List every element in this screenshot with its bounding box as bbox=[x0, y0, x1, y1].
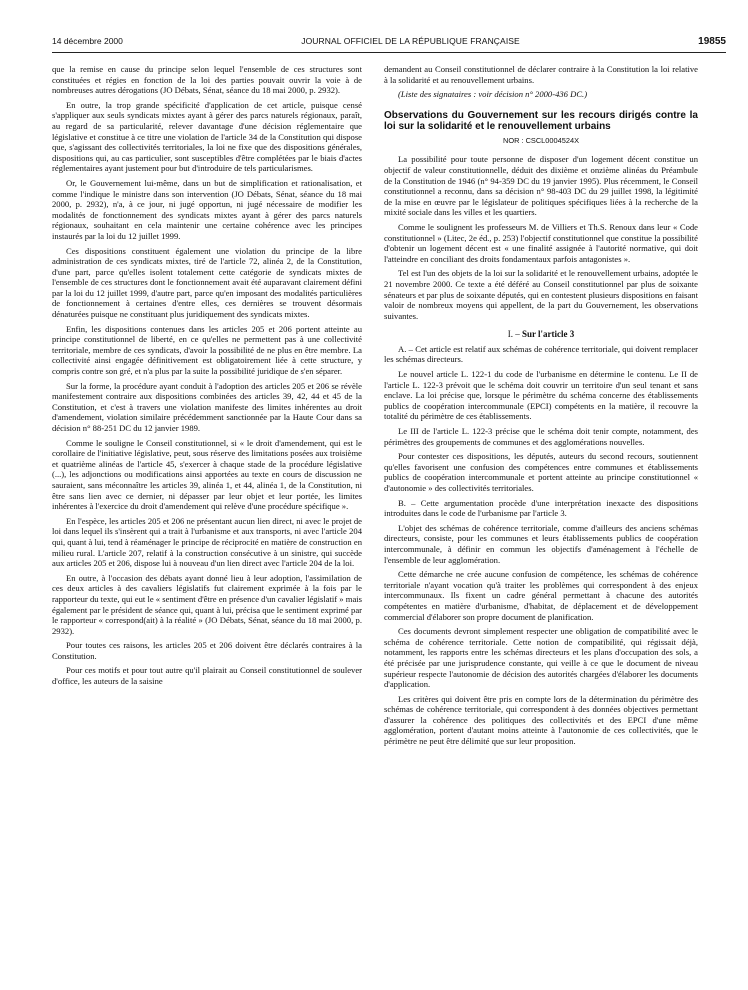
observations-title: Observations du Gouvernement sur les recours dirigés contre la loi sur la solidarité et le renouvellement urbains bbox=[384, 109, 698, 133]
paragraph: Tel est l'un des objets de la loi sur la solidarité et le renouvellement urbains, adoptée le 21 novembre 2000. Ce texte a été déféré au Conseil constitutionnel par plus de soixante sénateurs et par plus de soixante députés, qui en contestent plusieurs dispositions en faisant valoir de nombreux moyens qui appellent, de la part du Gouvernement, les observations suivantes. bbox=[384, 268, 698, 321]
nor-reference: NOR : CSCL0004524X bbox=[503, 135, 579, 145]
paragraph: En outre, la trop grande spécificité d'application de cet article, puisque censé s'appliquer aux seuls syndicats mixtes ayant à gérer des parcs naturels régionaux, paraît, au regard de sa particularité, relever davantage d'une décision réglementaire que législative et constitue à ce titre une violation de l'article 34 de la Constitution qui dispose que, s'agissant des collectivités territoriales, la loi ne fixe que des dispositions générales, dispositions qui, au cas particulier, sont susceptibles d'être complétées par le biais d'actes réglementaires ayant justement pour but d'introduire de tels particularismes. bbox=[52, 99, 362, 174]
header-rule bbox=[52, 52, 726, 53]
paragraph: demandent au Conseil constitutionnel de déclarer contraire à la Constitution la loi relative à la solidarité et au renouvellement urbains. bbox=[384, 64, 698, 85]
header-date: 14 décembre 2000 bbox=[52, 36, 123, 46]
paragraph: A. – Cet article est relatif aux schémas de cohérence territoriale, qui doivent remplacer les schémas directeurs. bbox=[384, 343, 698, 365]
section-title: Sur l'article 3 bbox=[521, 329, 575, 340]
paragraph: Le nouvel article L. 122-1 du code de l'urbanisme en détermine le contenu. Le II de l'article L. 122-3 prévoit que le schéma doit couvrir un territoire d'un seul tenant et sans enclave. La loi précise que, lorsque le périmètre du schéma concerne des établissements publics de coopération intercommunale (EPCI) compétents en la matière, il recouvre la totalité du périmètre de ces établissements. bbox=[384, 369, 698, 422]
paragraph: Pour contester ces dispositions, les députés, auteurs du second recours, soutiennent qu'elles favorisent une confusion des compétences entre communes et établissements publics de coopération intercommunale et portent atteinte au principe constitutionnel « d'autonomie » des collectivités territoriales. bbox=[384, 451, 698, 493]
page-number: 19855 bbox=[698, 36, 726, 47]
paragraph: En outre, à l'occasion des débats ayant donné lieu à leur adoption, l'assimilation de ces deux articles à des cavaliers législatifs fut clairement exprimée à la fois par le rapporteur du texte, qui eut le « sentiment d'être en présence d'un cavalier législatif » mais également par le président de séance qui, quant à lui, précisa que le sentiment exprimé par le rapporteur « correspond(ait) à la réalité » (JO Débats, Sénat, séance du 18 mai 2000, p. 2932). bbox=[52, 572, 362, 636]
paragraph: La possibilité pour toute personne de disposer d'un logement décent constitue un objectif de valeur constitutionnelle, déduit des dixième et onzième alinéas du Préambule de la Constitution de 1946 (n° 94-359 DC du 19 janvier 1995). Plus récemment, le Conseil constitutionnel a reconnu, dans sa décision n° 98-403 DC du 29 juillet 1998, la légitimité de la mise en œuvre par le législateur de politiques spécifiques liées à la recherche de la mixité sociale dans les villes et les quartiers. bbox=[384, 154, 698, 218]
paragraph: Cette démarche ne crée aucune confusion de compétence, les schémas de cohérence territoriale n'ayant vocation qu'à traiter les problèmes qui correspondent à des enjeux intercommunaux. Ils fixent un cadre général permettant à chacune des autorités compétentes en matière d'urbanisme, d'habitat, de déplacement et de développement commercial d'élaborer son propre document de planification. bbox=[384, 569, 698, 622]
paragraph: Ces dispositions constituent également une violation du principe de la libre administration de ces syndicats mixtes, tiré de l'article 72, alinéa 2, de la Constitution, d'une part, parce qu'elles isolent totalement cette catégorie de syndicats mixtes de l'ensemble de ces structures dont le fonctionnement avait été auparavant clairement défini par la loi du 12 juillet 1999, d'autre part, parce qu'en imposant des modalités particulières de fonctionnement à certaines d'entre elles, ces dernières se trouvent désormais dénaturées puisque ne constituant plus juridiquement des syndicats mixtes. bbox=[52, 245, 362, 320]
paragraph: Comme le soulignent les professeurs M. de Villiers et Th.S. Renoux dans leur « Code constitutionnel » (Litec, 2e éd., p. 253) l'objectif constitutionnel que constitue la possibilité d'obtenir un logement décent est « une finalité assignée à l'autorité normative, qui doit l'atteindre en conciliant des droits fondamentaux parfois antagonistes ». bbox=[384, 221, 698, 264]
section-number: I. – bbox=[507, 329, 520, 340]
header-title: JOURNAL OFFICIEL DE LA RÉPUBLIQUE FRANÇAISE bbox=[301, 36, 520, 46]
paragraph: Or, le Gouvernement lui-même, dans un but de simplification et rationalisation, et comme l'indique le ministre dans son intervention (JO Débats, Sénat, séance du 18 mai 2000, p. 2932), n'a, à ce jour, ni jugé opportun, ni jugé nécessaire de modifier les modalités de fonctionnement des syndicats mixtes ayant à gérer des parcs naturels régionaux, souhaitant en cela maintenir une certaine cohérence avec les principes instaurés par la loi du 12 juillet 1999. bbox=[52, 177, 362, 241]
paragraph: Le III de l'article L. 122-3 précise que le schéma doit tenir compte, notamment, des périmètres des groupements de communes et des agglomérations nouvelles. bbox=[384, 426, 698, 447]
paragraph: Pour toutes ces raisons, les articles 205 et 206 doivent être déclarés contraires à la Constitution. bbox=[52, 640, 362, 661]
paragraph: Enfin, les dispositions contenues dans les articles 205 et 206 portent atteinte au principe constitutionnel de liberté, en ce qu'elles ne permettent pas à une collectivité territoriale, membre de ces syndicats, d'avoir la possibilité de ne plus en être membre. La collectivité ainsi engagée définitivement est obligatoirement liée à cette structure, y compris contre son gré, et n'a plus par la suite la possibilité juridique de s'en séparer. bbox=[52, 323, 362, 377]
section-heading bbox=[384, 329, 698, 340]
paragraph: Sur la forme, la procédure ayant conduit à l'adoption des articles 205 et 206 se révèle manifestement contraire aux dispositions combinées des articles 39, 42, 44 et 45 de la Constitution, et c'est à travers une violation manifeste des limites inhérentes au droit d'amendement, violation similaire précédemment sanctionnée par la Haute Cour dans sa décision n° 88-251 DC du 12 janvier 1989. bbox=[52, 380, 362, 433]
paragraph: En l'espèce, les articles 205 et 206 ne présentant aucun lien direct, ni avec le projet de loi dans lequel ils s'insèrent qui a trait à l'urbanisme et aux transports, ni avec l'article 204 qui, quant à lui, tend à réaménager le principe de réciprocité en matière de construction en milieu rural. L'article 207, relatif à la construction consécutive à un sinistre, qui succède aux articles 205 et 206, dispose lui à nouveau d'un lien direct avec l'article 204 de la loi. bbox=[52, 515, 362, 569]
right-column bbox=[384, 64, 698, 751]
signataires-text: (Liste des signataires : voir décision n° 2000-436 DC.) bbox=[398, 89, 588, 100]
paragraph: L'objet des schémas de cohérence territoriale, comme d'ailleurs des anciens schémas directeurs, consiste, pour les communes et leurs établissements publics de coopération intercommunale, à définir en commun les objectifs d'aménagement à l'échelle de l'ensemble de leur agglomération. bbox=[384, 522, 698, 565]
paragraph: Comme le souligne le Conseil constitutionnel, si « le droit d'amendement, qui est le corollaire de l'initiative législative, peut, sous réserve des limitations posées aux troisième et quatrième alinéas de l'article 45, s'exercer à chaque stade de la procédure législative (...), les adjonctions ou modifications ainsi apportées au texte en cours de discussion ne sauraient, sans méconnaître les articles 39, alinéa 1, et 44, alinéa 1, de la Constitution, ni être sans lien avec ce dernier, ni dépasser par leur objet et leur portée, les limites inhérentes à l'exercice du droit d'amendement qui relève d'une procédure spécifique ». bbox=[52, 437, 362, 512]
paragraph: Les critères qui doivent être pris en compte lors de la détermination du périmètre des schémas de cohérence territoriale, qui correspondent à des données objectives permettant d'assurer la cohérence des politiques des collectivités et des EPCI d'une même agglomération, portent d'autant moins atteinte à l'autonomie de ces collectivités, que le périmètre ne peut être délimité que sur leur proposition. bbox=[384, 693, 698, 747]
signataires-note bbox=[384, 89, 698, 100]
page-header bbox=[52, 36, 726, 52]
paragraph: Ces documents devront simplement respecter une obligation de compatibilité avec le schéma de cohérence territoriale. Cette notion de compatibilité, qui régissait déjà, notamment, les rapports entre les schémas directeurs et les plans d'occupation des sols, a été précisée par une jurisprudence constante, qui veille à ce que le document de niveau supérieur respecte l'autonomie de décision des autorités chargées d'élaborer les documents d'application. bbox=[384, 626, 698, 690]
left-column bbox=[52, 64, 362, 691]
paragraph: que la remise en cause du principe selon lequel l'ensemble de ces structures sont constituées et régies en fonction de la loi des parties pouvait ouvrir la voie à de nombreuses autres dérogations (JO Débats, Sénat, séance du 18 mai 2000, p. 2932). bbox=[52, 64, 362, 96]
paragraph: Pour ces motifs et pour tout autre qu'il plairait au Conseil constitutionnel de soulever d'office, les auteurs de la saisine bbox=[52, 665, 362, 687]
paragraph: B. – Cette argumentation procède d'une interprétation inexacte des dispositions introduites dans le code de l'urbanisme par l'article 3. bbox=[384, 497, 698, 519]
